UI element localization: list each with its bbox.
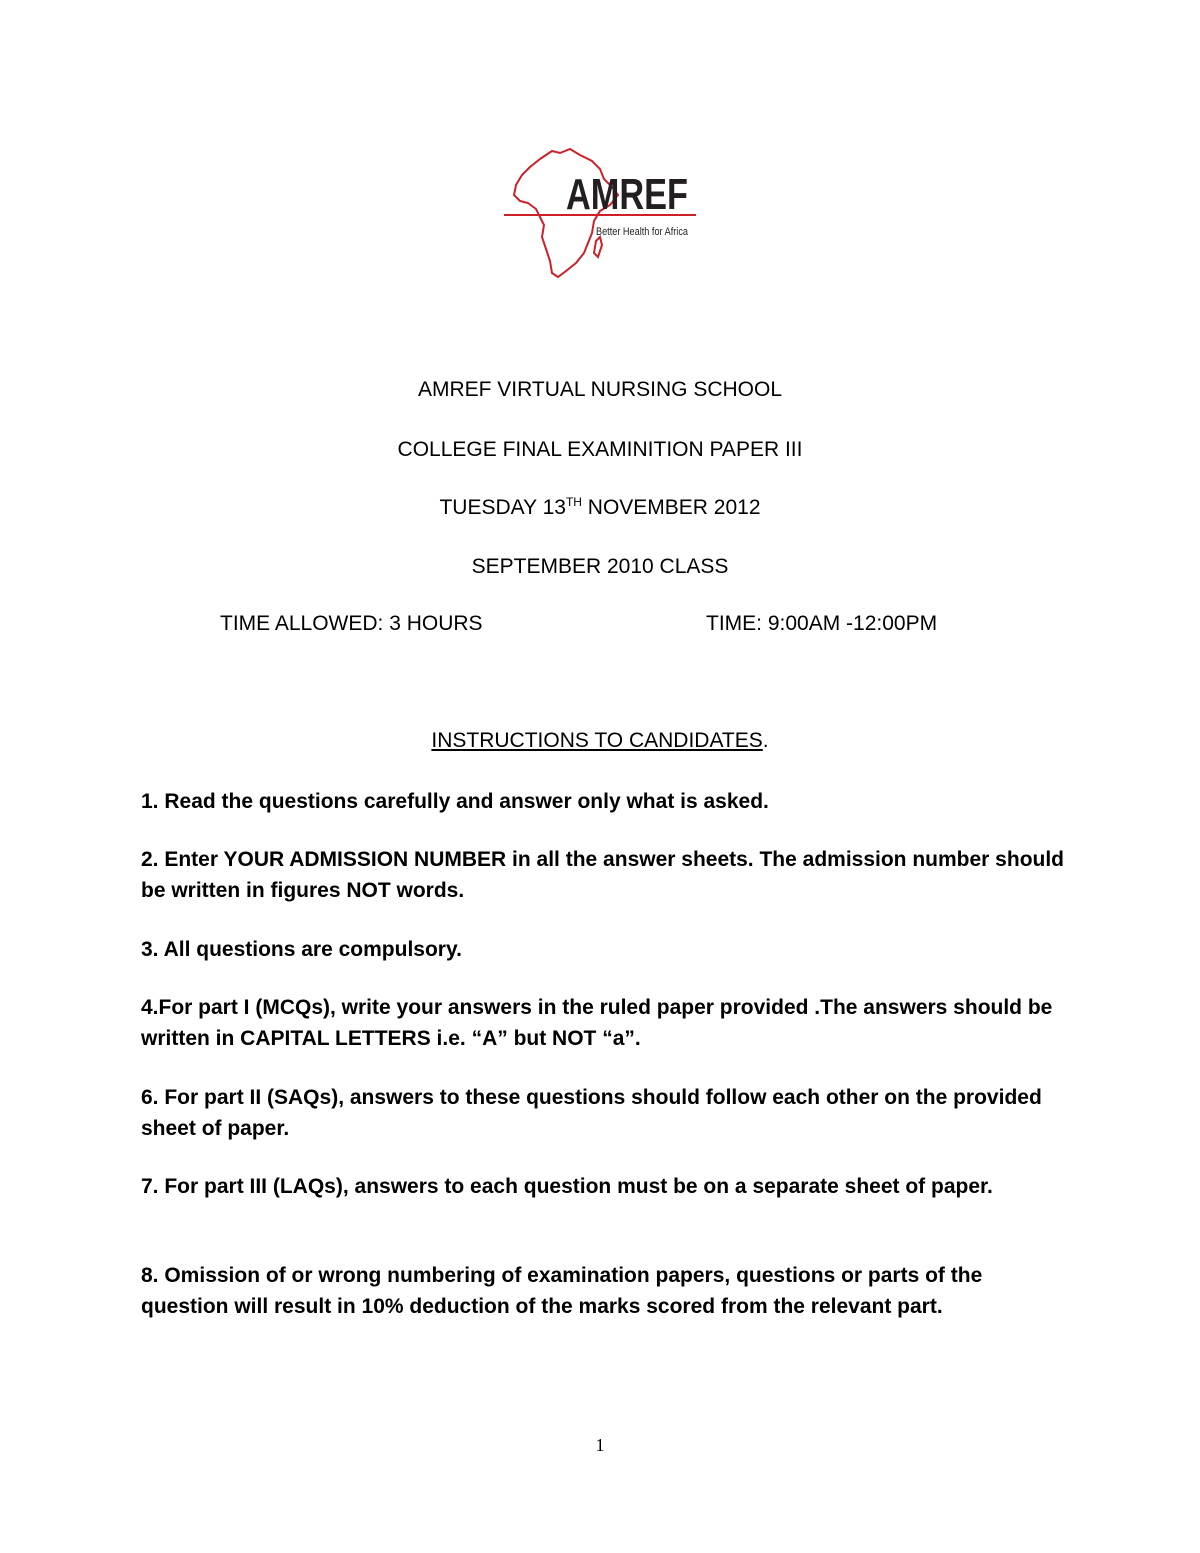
paper-title: COLLEGE FINAL EXAMINITION PAPER III — [397, 438, 803, 461]
instruction-item: 1. Read the questions carefully and answer only what is asked. — [141, 790, 769, 813]
instructions-title-text: INSTRUCTIONS TO CANDIDATES — [431, 729, 763, 752]
exam-date — [0, 496, 1200, 520]
date-suffix: NOVEMBER 2012 — [581, 496, 761, 519]
instruction-item: 2. Enter YOUR ADMISSION NUMBER in all the answer sheets. The admission number should be written in figures NOT words. — [141, 848, 1070, 902]
date-prefix: TUESDAY 13 — [439, 496, 566, 519]
school-name: AMREF VIRTUAL NURSING SCHOOL — [417, 378, 783, 401]
logo-name: AMREF — [566, 170, 688, 219]
instructions-title-period: . — [762, 729, 769, 752]
instruction-item: 7. For part III (LAQs), answers to each question must be on a separate sheet of paper. — [141, 1175, 993, 1198]
africa-map-logo-icon — [500, 145, 700, 285]
class-name: SEPTEMBER 2010 CLASS — [471, 555, 729, 578]
instruction-item: 6. For part II (SAQs), answers to these questions should follow each other on the provided sheet of paper. — [141, 1086, 1048, 1140]
instruction-item: 3. All questions are compulsory. — [141, 938, 462, 961]
instruction-item: 8. Omission of or wrong numbering of examination papers, questions or parts of the question will result in 10% deduction of the marks scored from the relevant part. — [141, 1264, 989, 1318]
amref-logo — [500, 145, 700, 285]
page-number: 1 — [595, 1435, 605, 1455]
instructions-title — [0, 729, 1200, 753]
time-allowed: TIME ALLOWED: 3 HOURS — [220, 612, 483, 635]
logo-tagline: Better Health for Africa — [596, 226, 689, 238]
instruction-item: 4.For part I (MCQs), write your answers in the ruled paper provided .The answers should be written in CAPITAL LETTERS i.e. “A” but NOT “a”. — [141, 996, 1059, 1050]
date-superscript: TH — [565, 495, 582, 509]
exam-time: TIME: 9:00AM -12:00PM — [706, 612, 938, 635]
